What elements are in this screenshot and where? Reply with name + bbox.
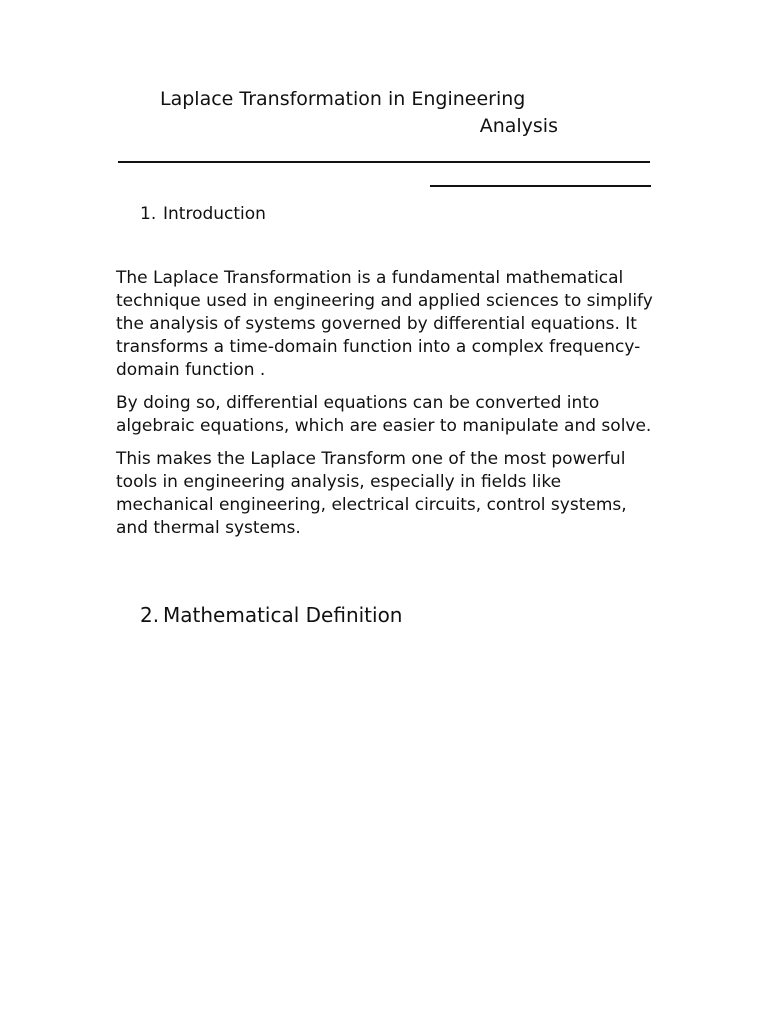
document-title — [160, 86, 558, 140]
paragraph: By doing so, differential equations can be converted into algebraic equations, which are easier to manipulate and solve. — [116, 393, 652, 436]
section-heading-mathematical-definition — [140, 603, 402, 627]
paragraph: This makes the Laplace Transform one of the most powerful tools in engineering analysis, especially in fields like mechanical engineering, electrical circuits, control systems, and thermal systems. — [116, 449, 627, 538]
title-underline-long — [118, 161, 650, 163]
paragraph: The Laplace Transformation is a fundamental mathematical technique used in engineering and applied sciences to simplify the analysis of systems governed by differential equations. It transforms a time-domain function into a complex frequency-domain function . — [116, 268, 653, 380]
section-title: Mathematical Definition — [163, 603, 403, 627]
section-number: 2. — [140, 603, 160, 627]
title-line-1: Laplace Transformation in Engineering — [160, 88, 526, 110]
section-title: Introduction — [163, 204, 266, 224]
section-heading-introduction — [140, 204, 266, 224]
title-line-2: Analysis — [479, 115, 558, 137]
title-underline-short — [430, 185, 651, 187]
introduction-body — [116, 267, 656, 550]
section-number: 1. — [140, 204, 157, 224]
